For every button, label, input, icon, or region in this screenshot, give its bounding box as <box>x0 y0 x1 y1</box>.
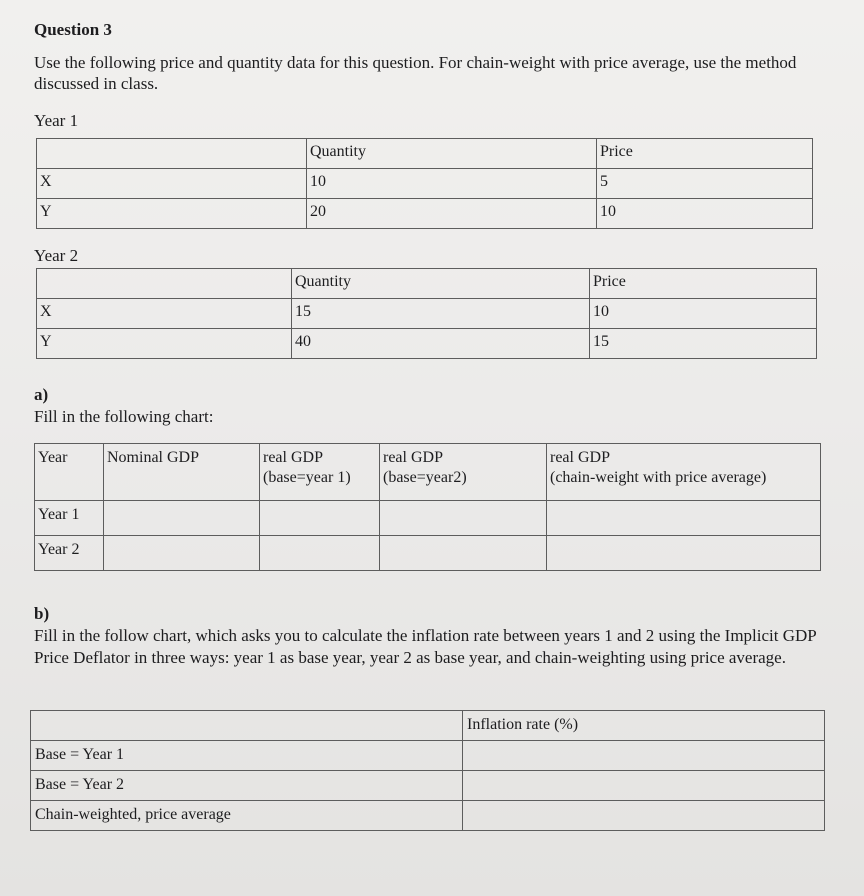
good-label: X <box>37 169 307 199</box>
table-row <box>31 771 825 801</box>
year2-label: Year 2 <box>34 246 79 265</box>
row-label: Year 2 <box>35 536 104 571</box>
part-a-heading <box>34 384 213 428</box>
table-row <box>35 501 821 536</box>
row-label: Base = Year 1 <box>31 741 463 771</box>
row-label: Year 1 <box>35 501 104 536</box>
column-header-quantity: Quantity <box>292 269 590 299</box>
table-row <box>37 299 817 329</box>
good-label: Y <box>37 329 292 359</box>
table-cell <box>31 711 463 741</box>
answer-cell[interactable] <box>380 536 547 571</box>
column-header-price: Price <box>590 269 817 299</box>
header-line: real GDP <box>383 449 443 466</box>
answer-cell[interactable] <box>380 501 547 536</box>
price-cell: 5 <box>597 169 813 199</box>
part-b-label: b) <box>34 604 50 623</box>
table-row <box>37 329 817 359</box>
table-cell <box>37 269 292 299</box>
answer-cell[interactable] <box>104 536 260 571</box>
quantity-cell: 40 <box>292 329 590 359</box>
answer-cell[interactable] <box>463 741 825 771</box>
good-label: X <box>37 299 292 329</box>
part-b-instruction: Fill in the follow chart, which asks you to calculate the inflation rate between years 1 and 2 using the Implicit GDP Price Deflator in three ways: year 1 as base year, year 2 as base year, and chain-weighting using price average. <box>34 626 817 667</box>
header-line: (base=year 1) <box>263 469 351 486</box>
table-row <box>31 801 825 831</box>
price-cell: 10 <box>597 199 813 229</box>
column-header-real-gdp-base2 <box>380 444 547 501</box>
row-label: Base = Year 2 <box>31 771 463 801</box>
table-row <box>35 444 821 501</box>
price-cell: 15 <box>590 329 817 359</box>
table-row <box>37 169 813 199</box>
good-label: Y <box>37 199 307 229</box>
column-header-inflation-rate: Inflation rate (%) <box>463 711 825 741</box>
answer-cell[interactable] <box>260 501 380 536</box>
table-row <box>37 199 813 229</box>
quantity-cell: 20 <box>307 199 597 229</box>
part-a-instruction: Fill in the following chart: <box>34 407 214 426</box>
header-line: (chain-weight with price average) <box>550 469 767 486</box>
column-header-real-gdp-base1 <box>260 444 380 501</box>
column-header-year: Year <box>35 444 104 501</box>
part-a-label: a) <box>34 385 49 404</box>
header-line: real GDP <box>263 449 323 466</box>
table-row <box>31 711 825 741</box>
quantity-cell: 10 <box>307 169 597 199</box>
column-header-quantity: Quantity <box>307 139 597 169</box>
header-line: (base=year2) <box>383 469 467 486</box>
part-b-heading <box>34 603 824 669</box>
column-header-nominal-gdp: Nominal GDP <box>104 444 260 501</box>
table-row <box>31 741 825 771</box>
question-intro: Use the following price and quantity data for this question. For chain-weight with price average, use the method discussed in class. <box>34 53 797 93</box>
column-header-price: Price <box>597 139 813 169</box>
table-row <box>35 536 821 571</box>
year2-table <box>36 268 817 359</box>
question-title: Question 3 <box>34 20 112 39</box>
answer-cell[interactable] <box>547 501 821 536</box>
quantity-cell: 15 <box>292 299 590 329</box>
answer-cell[interactable] <box>547 536 821 571</box>
price-cell: 10 <box>590 299 817 329</box>
header-line: real GDP <box>550 449 610 466</box>
answer-cell[interactable] <box>260 536 380 571</box>
gdp-chart-table <box>34 443 821 571</box>
table-row <box>37 139 813 169</box>
inflation-table <box>30 710 825 831</box>
table-row <box>37 269 817 299</box>
answer-cell[interactable] <box>463 771 825 801</box>
row-label: Chain-weighted, price average <box>31 801 463 831</box>
table-cell <box>37 139 307 169</box>
answer-cell[interactable] <box>104 501 260 536</box>
answer-cell[interactable] <box>463 801 825 831</box>
year1-table <box>36 138 813 229</box>
column-header-real-gdp-chain <box>547 444 821 501</box>
year1-label: Year 1 <box>34 111 79 130</box>
